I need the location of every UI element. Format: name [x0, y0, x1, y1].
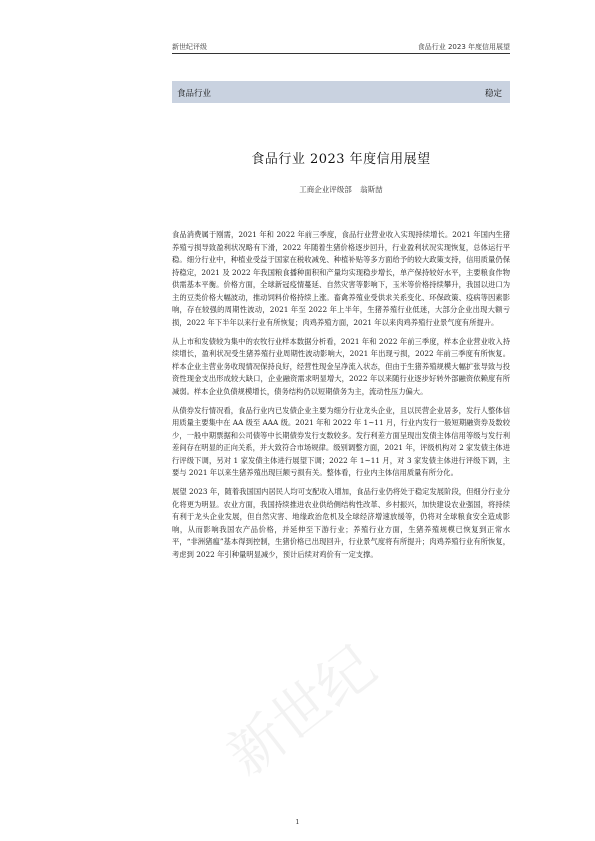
header-report-title: 食品行业 2023 年度信用展望 — [417, 43, 510, 51]
sector-label: 食品行业 — [177, 89, 212, 99]
header-rule — [172, 53, 510, 54]
outlook-label: 稳定 — [484, 89, 502, 99]
paragraph-1: 食品消费属于刚需，2021 年和 2022 年前三季度，食品行业营业收入实现持续增长。2021 年国内生猪养殖亏损导致盈利状况略有下滑，2022 年随着生猪价格逐步回升，行业盈利状况实现恢复，总体运行平稳。细分行业中，种植业受益于国家在税收减免、种植补贴等多方面给予的较大政策支持，信用质量仍保持稳定，2021 及 2022 年我国粮食播种面积和产量均实现稳步增长，单产保持较好水平，主要粮食作物供需基本平衡。价格方面，全球新冠疫情蔓延、自然灾害等影响下，玉米等价格持续攀升，我国以进口为主的豆类价格大幅波动，推动饲料价格持续上涨。畜禽养殖业受供求关系变化、环保政策、疫病等因素影响，存在较强的周期性波动，2021 年至 2022 年上半年，生猪养殖行业低迷，大部分企业出现大额亏损，2022 年下半年以来行业有所恢复；肉鸡养殖方面，2021 年以来肉鸡养殖行业景气度有所提升。 — [172, 230, 510, 327]
report-body — [172, 229, 510, 568]
paragraph-4: 展望 2023 年，随着我国国内居民人均可支配收入增加，食品行业仍将处于稳定发展阶段，但细分行业分化将更为明显。农业方面，我国持续推进农业供给侧结构性改革、乡村振兴，加快建设农业强国，将持续有利于龙头企业发展，但自然灾害、地缘政治危机及全球经济增速放缓等，仍将对全球粮食安全造成影响，从而影响我国农产品价格，并延伸至下游行业；养殖行业方面，生猪养殖规模已恢复到正常水平，“非洲猪瘟”基本得到控制，生猪价格已出现回升，行业景气度将有所提升；肉鸡养殖行业有所恢复，考虑到 2022 年引种量明显减少，预计后续对鸡价有一定支撑。 — [172, 487, 510, 559]
paragraph-3: 从债券发行情况看，食品行业内已发债企业主要为细分行业龙头企业，且以民营企业居多，发行人整体信用质量主要集中在 AA 级至 AAA 级。2021 年和 2022 年 1~11 月，行业内发行一般短期融资券及数较少，一般中期票据和公司债等中长期债券发行支数较多。发行利差方面呈现出发债主体信用等级与发行利差间存在明显的正向关系，并大致符合市场规律。级别调整方面，2021 年，评级机构对 2 家发债主体进行评级下调，另对 1 家发债主体进行展望下调；2022 年 1~11 月，对 3 家发债主体进行评级下调，主要与 2021 年以来生猪养殖出现巨额亏损有关。整体看，行业内主体信用质量有所分化。 — [172, 405, 510, 477]
sector-band — [172, 81, 510, 103]
paragraph-2: 从上市和发债较为集中的农牧行业样本数据分析看，2021 年和 2022 年前三季度，样本企业营业收入持续增长，盈利状况受生猪养殖行业周期性波动影响大，2021 年出现亏损，2022 年前三季度有所恢复。样本企业主营业务收现情况保持良好，经营性现金呈净流入状态，但由于生猪养殖规模大幅扩张导致与投资性现金支出形成较大缺口，企业融资需求明显增大，2022 年以来随行业逐步好转外部融资依赖度有所减弱。样本企业负债规模增长，债务结构仍以短期债务为主，流动性压力偏大。 — [172, 336, 510, 396]
page-title: 食品行业 2023 年度信用展望 — [251, 152, 431, 167]
header-org-name: 新世纪评级 — [172, 43, 207, 51]
authors: 工商企业评级部 翁斯喆 — [299, 185, 383, 194]
page-number: 1 — [295, 818, 300, 826]
watermark: 新世纪 — [215, 634, 388, 789]
